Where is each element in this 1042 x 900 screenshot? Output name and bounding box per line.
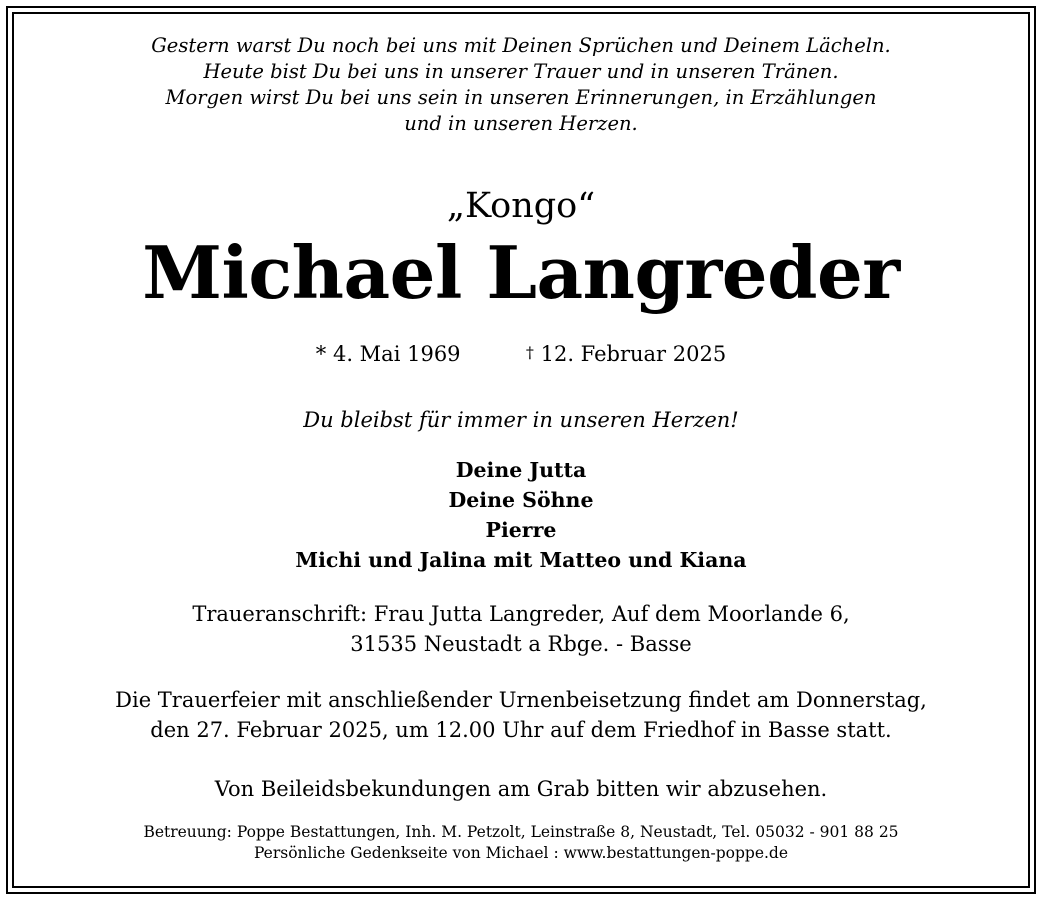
- ceremony-line: Die Trauerfeier mit anschließender Urnenbeisetzung findet am Donnerstag,: [115, 688, 927, 712]
- death-date: 12. Februar 2025: [540, 342, 727, 366]
- mourner-name: Pierre: [485, 518, 557, 542]
- funeral-home-footer: [14, 822, 1028, 864]
- ceremony-line: den 27. Februar 2025, um 12.00 Uhr auf dem Friedhof in Basse statt.: [150, 718, 892, 742]
- memorial-verse-line: Gestern warst Du noch bei uns mit Deinen Sprüchen und Deinem Lächeln.: [151, 34, 891, 57]
- address-line: 31535 Neustadt a Rbge. - Basse: [350, 632, 692, 656]
- memorial-verse: [14, 33, 1028, 137]
- funeral-home-contact: Betreuung: Poppe Bestattungen, Inh. M. Petzolt, Leinstraße 8, Neustadt, Tel. 05032 - 901 88 25: [143, 823, 899, 841]
- mourner-name: Michi und Jalina mit Matteo und Kiana: [295, 548, 747, 572]
- death-cross-icon: †: [525, 343, 534, 362]
- birth-symbol: *: [315, 342, 327, 366]
- mourner-name: Deine Jutta: [455, 458, 587, 482]
- memorial-page-link: Persönliche Gedenkseite von Michael : www.bestattungen-poppe.de: [253, 844, 789, 862]
- obituary-notice: [14, 14, 1028, 886]
- memorial-verse-line: und in unseren Herzen.: [404, 112, 638, 135]
- birth-date: 4. Mai 1969: [332, 342, 461, 366]
- deceased-name: Michael Langreder: [142, 230, 900, 315]
- ceremony-info: [14, 685, 1028, 745]
- life-dates: [14, 340, 1028, 367]
- memorial-verse-line: Heute bist Du bei uns in unserer Trauer und in unseren Tränen.: [203, 60, 839, 83]
- mourners-list: [14, 455, 1028, 575]
- remembrance-line: Du bleibst für immer in unseren Herzen!: [303, 408, 739, 432]
- address-line: Traueranschrift: Frau Jutta Langreder, Auf dem Moorlande 6,: [192, 602, 850, 626]
- mourner-name: Deine Söhne: [448, 488, 594, 512]
- condolence-note: Von Beileidsbekundungen am Grab bitten wir abzusehen.: [214, 777, 828, 801]
- memorial-verse-line: Morgen wirst Du bei uns sein in unseren Erinnerungen, in Erzählungen: [165, 86, 877, 109]
- mourning-address: [14, 599, 1028, 659]
- nickname: „Kongo“: [446, 186, 596, 226]
